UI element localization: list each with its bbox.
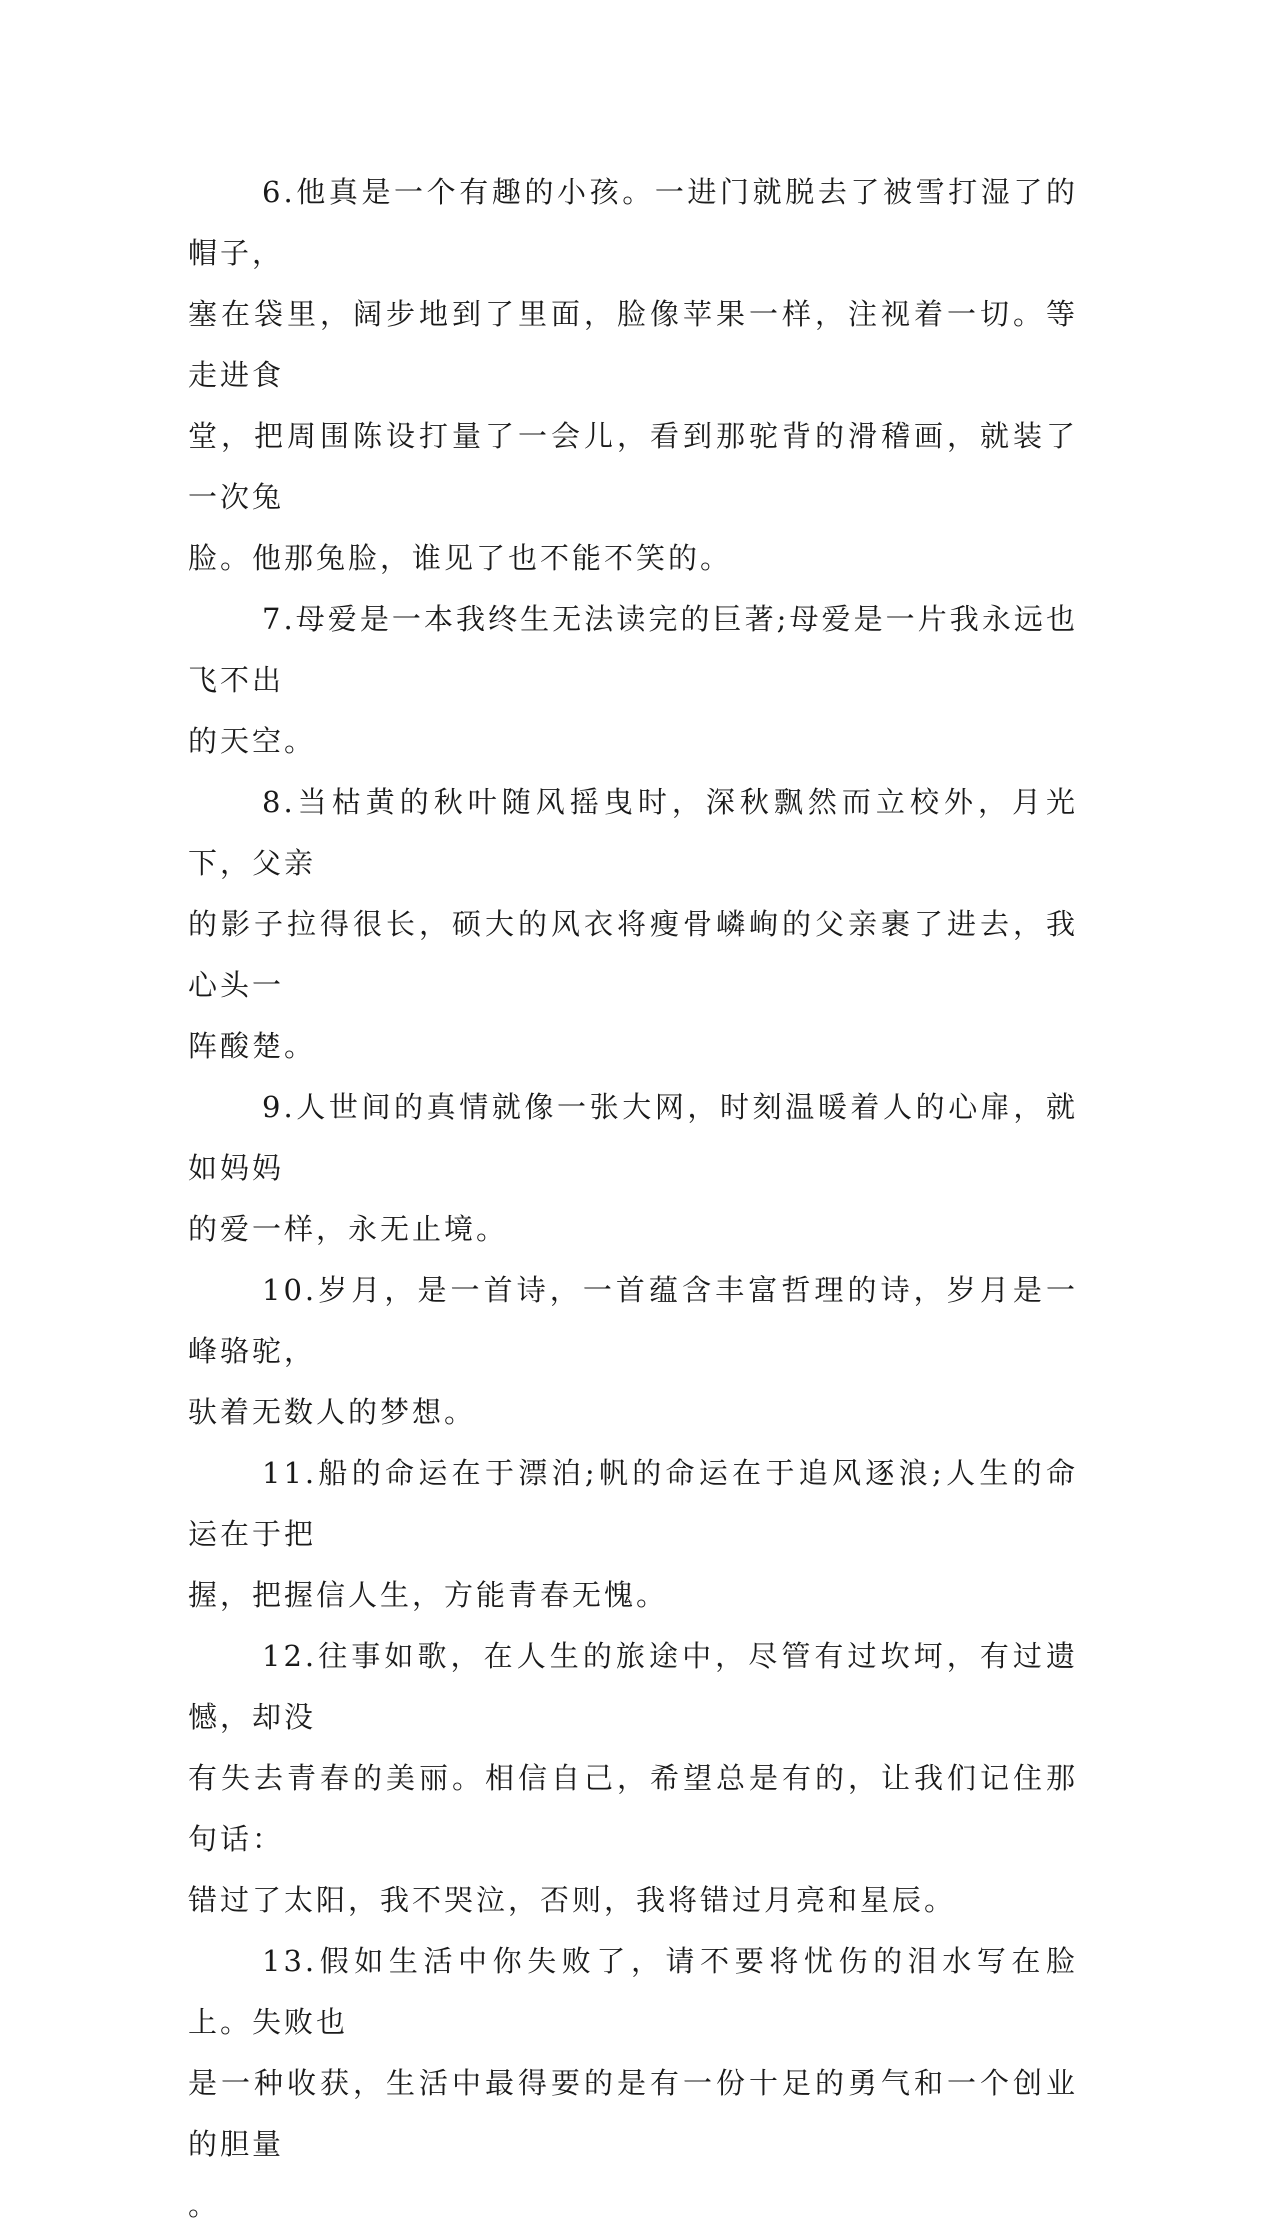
paragraph-13: [188, 1931, 1078, 2236]
document-body: [188, 162, 1078, 2236]
text-line: 错过了太阳，我不哭泣，否则，我将错过月亮和星辰。: [188, 1883, 957, 1917]
paragraph-7: [188, 589, 1078, 772]
text-line: 11.船的命运在于漂泊;帆的命运在于追风逐浪;人生的命运在于把: [188, 1456, 1078, 1551]
text-line: 阵酸楚。: [188, 1029, 317, 1063]
text-line: 堂，把周围陈设打量了一会儿，看到那驼背的滑稽画，就装了一次兔: [188, 419, 1078, 514]
text-line: 的爱一样，永无止境。: [188, 1212, 509, 1246]
text-line: 10.岁月，是一首诗，一首蕴含丰富哲理的诗，岁月是一峰骆驼，: [188, 1273, 1078, 1368]
text-line: 的影子拉得很长，硕大的风衣将瘦骨嶙峋的父亲裹了进去，我心头一: [188, 907, 1078, 1002]
text-line: 的天空。: [188, 724, 317, 758]
text-line: 有失去青春的美丽。相信自己，希望总是有的，让我们记住那句话：: [188, 1761, 1078, 1856]
paragraph-9: [188, 1077, 1078, 1260]
paragraph-6: [188, 162, 1078, 589]
text-line: 握，把握信人生，方能青春无愧。: [188, 1578, 669, 1612]
paragraph-11: [188, 1443, 1078, 1626]
paragraph-12: [188, 1626, 1078, 1931]
text-line: 13.假如生活中你失败了，请不要将忧伤的泪水写在脸上。失败也: [188, 1944, 1078, 2039]
text-line: 8.当枯黄的秋叶随风摇曳时，深秋飘然而立校外，月光下，父亲: [188, 785, 1078, 880]
text-line: 12.往事如歌，在人生的旅途中，尽管有过坎坷，有过遗憾，却没: [188, 1639, 1078, 1734]
text-line: 9.人世间的真情就像一张大网，时刻温暖着人的心扉，就如妈妈: [188, 1090, 1078, 1185]
text-line: 驮着无数人的梦想。: [188, 1395, 477, 1429]
text-line: 塞在袋里，阔步地到了里面，脸像苹果一样，注视着一切。等走进食: [188, 297, 1078, 392]
paragraph-10: [188, 1260, 1078, 1443]
text-line: 6.他真是一个有趣的小孩。一进门就脱去了被雪打湿了的帽子，: [188, 175, 1078, 270]
text-line: 7.母爱是一本我终生无法读完的巨著;母爱是一片我永远也飞不出: [188, 602, 1078, 697]
paragraph-8: [188, 772, 1078, 1077]
text-line: 脸。他那兔脸，谁见了也不能不笑的。: [188, 541, 733, 575]
text-line: 是一种收获，生活中最得要的是有一份十足的勇气和一个创业的胆量: [188, 2066, 1078, 2161]
text-line: 。: [188, 2188, 221, 2222]
